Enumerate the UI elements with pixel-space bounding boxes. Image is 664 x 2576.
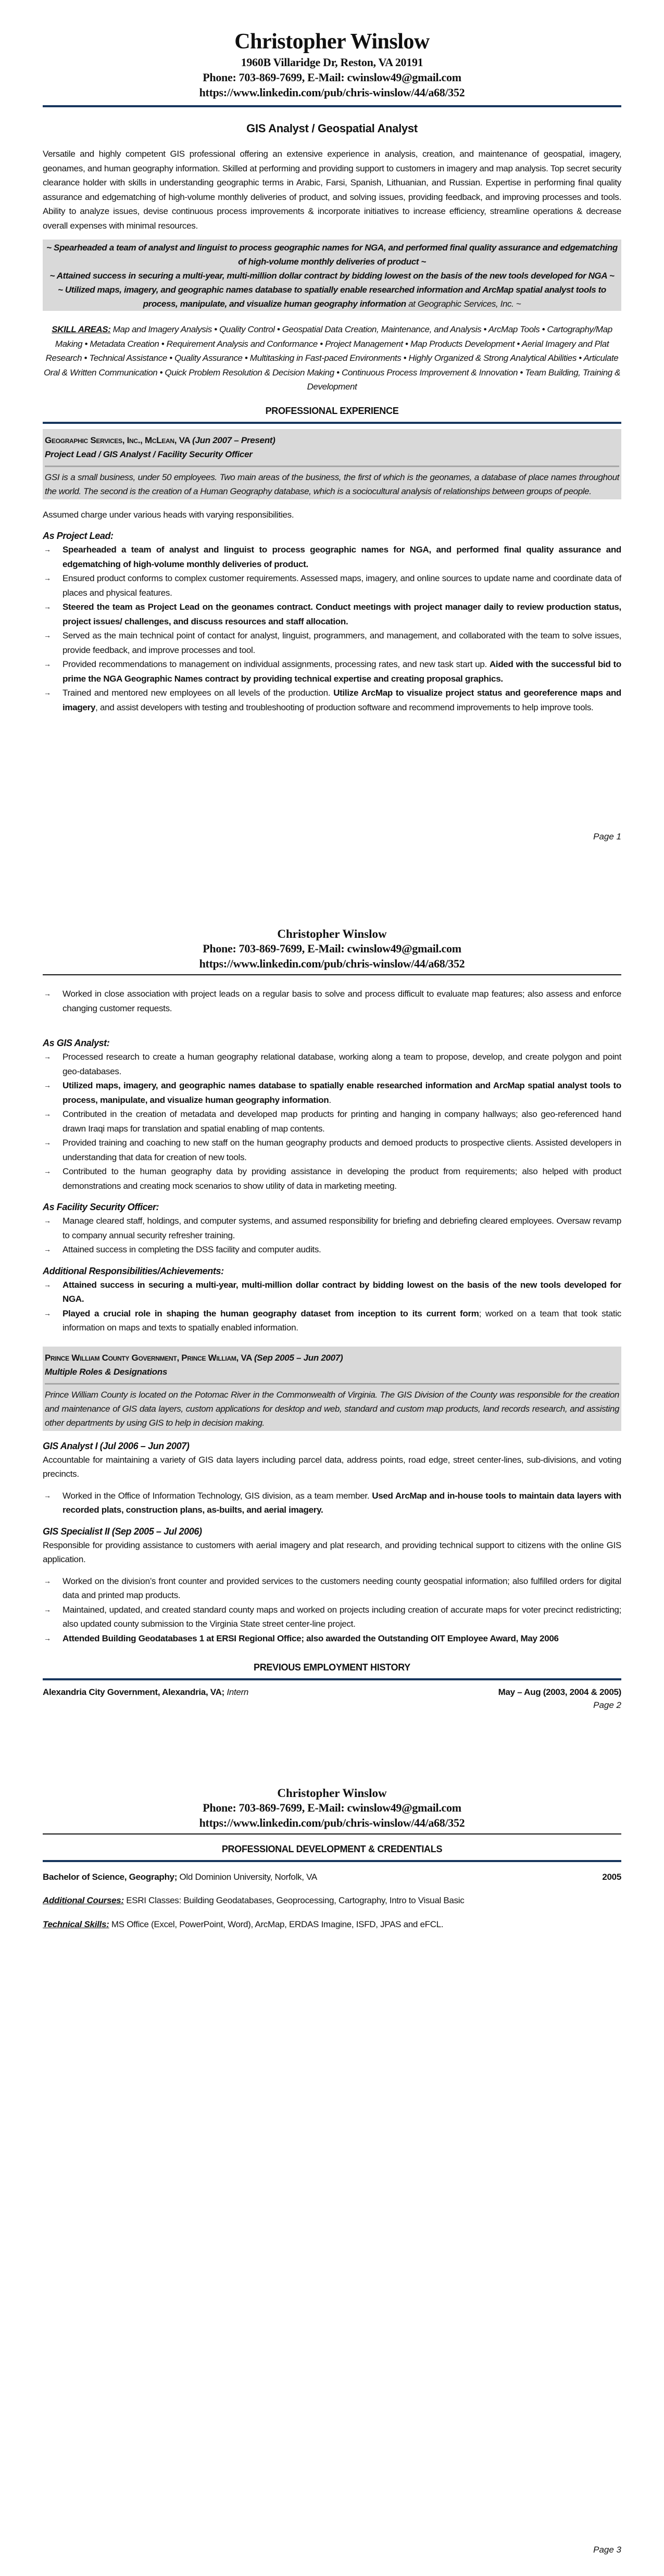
list-item	[43, 1214, 621, 1242]
bullet-bold-text: Attained success in securing a multi-year, multi-million dollar contract by bidding lowest on the basis of the new tools developed for NGA.	[62, 1279, 621, 1304]
arrow-right-icon: →	[44, 688, 51, 697]
section-heading-development: PROFESSIONAL DEVELOPMENT & CREDENTIALS	[221, 1844, 443, 1854]
contact-line: Phone: 703-869-7699, E-Mail: cwinslow49@gmail.com	[203, 71, 461, 84]
gis-analyst-1-description: Accountable for maintaining a variety of GIS data layers including parcel data, address points, road edge, street center-lines, sub-divisions, and voting precincts.	[43, 1454, 621, 1479]
highlights-box	[43, 240, 621, 311]
bullet-text: , and assist developers with testing and troubleshooting of production software and recommend improvements to help improve tools.	[95, 702, 594, 712]
list-item	[43, 1489, 621, 1517]
page-3	[0, 1718, 664, 2576]
gis-analyst-list	[43, 1050, 621, 1193]
section-heading-previous: PREVIOUS EMPLOYMENT HISTORY	[254, 1662, 410, 1673]
list-item	[43, 1278, 621, 1306]
summary: Versatile and highly competent GIS professional offering an extensive experience in analysis, creation, and maintenance of geospatial, imagery, geonames, and human geography information. Skilled at performing and providing support to customers in imagery and map analysis. Top secret security clearance holder with skills in understanding geographic terms in Arabic, Farsi, Spanish, Lithuanian, and Russian. Expertise in performing final quality assurance and edgematching of high-volume monthly deliveries of product, and solving issues, providing feedback, and improving processes and tools. Ability to analyze issues, devise continuous process improvements & incorporate initiatives to increase efficiency, streamline operations & decrease overall expenses with minimal resources.	[43, 149, 621, 231]
list-item	[43, 1603, 621, 1631]
list-item	[43, 686, 621, 714]
bullet-bold-text: Utilized maps, imagery, and geographic names database to spatially enable researched information and ArcMap spatial analyst tools to process, manipulate, and visualize human geography information	[62, 1080, 621, 1105]
header-divider	[43, 974, 621, 975]
arrow-right-icon: →	[44, 1633, 51, 1642]
company-name: Prince William County Government, Prince William, VA	[45, 1352, 252, 1363]
bullet-bold-text: Spearheaded a team of analyst and linguist to process geographic names for NGA, and performed final quality assurance and edgematching of high-volume monthly deliveries of product.	[62, 545, 621, 569]
list-item	[43, 571, 621, 600]
previous-dates: May – Aug (2003, 2004 & 2005)	[498, 1687, 621, 1697]
bullet-text: Provided recommendations to management on individual assignments, processing rates, and new task start up.	[62, 659, 490, 669]
contact-line: Phone: 703-869-7699, E-Mail: cwinslow49@gmail.com	[203, 1801, 461, 1814]
arrow-right-icon: →	[44, 1605, 51, 1614]
arrow-right-icon: →	[44, 989, 51, 998]
arrow-right-icon: →	[44, 1110, 51, 1118]
bullet-text: Maintained, updated, and created standard county maps and worked on projects including creation of accurate maps for voter precinct redistricting; also updated county submission to the Virginia State street center-line project.	[62, 1604, 621, 1629]
highlight-3-rest: at Geographic Services, Inc. ~	[406, 299, 521, 309]
subheading-gis-analyst-1: GIS Analyst I (Jul 2006 – Jun 2007)	[43, 1440, 190, 1451]
list-item	[43, 543, 621, 571]
job-title: GIS Analyst / Geospatial Analyst	[246, 122, 418, 135]
header-divider	[43, 1833, 621, 1834]
section-heading-experience: PROFESSIONAL EXPERIENCE	[265, 405, 399, 416]
list-item	[43, 1078, 621, 1107]
header-divider	[43, 105, 621, 107]
degree	[43, 1870, 317, 1884]
bullet-text: Attained success in completing the DSS facility and computer audits.	[62, 1245, 321, 1254]
arrow-right-icon: →	[44, 602, 51, 611]
previous-employer-name: Alexandria City Government, Alexandria, VA;	[43, 1687, 224, 1697]
additional-list	[43, 1278, 621, 1335]
highlight-2: ~ Attained success in securing a multi-year, multi-million dollar contract by bidding lowest on the basis of the new tools developed for NGA ~	[49, 271, 615, 281]
bullet-text: Provided training and coaching to new staff on the human geography products and demoed products to prospective clients. Assisted developers in understanding that data for creation of new tools.	[62, 1138, 621, 1162]
employer-name	[45, 1351, 619, 1365]
company-description: GSI is a small business, under 50 employees. Two main areas of the business, the first of which is the geonames, a database of place names throughout the world. The second is the creation of a Human Geography database, which is a sociocultural analysis of relationships between groups of people.	[45, 472, 619, 496]
additional-courses-text: ESRI Classes: Building Geodatabases, Geoprocessing, Cartography, Intro to Visual Basic	[123, 1895, 465, 1905]
list-item	[43, 1631, 621, 1646]
list-item	[43, 629, 621, 657]
bullet-bold-text: Aided with the successful bid to prime the NGA Geographic Names contract by providing technical expertise and creating proposal graphics.	[62, 659, 621, 684]
arrow-right-icon: →	[44, 574, 51, 582]
page-2	[0, 859, 664, 1718]
technical-skills	[43, 1917, 621, 1932]
previous-employer	[43, 1686, 248, 1699]
arrow-right-icon: →	[44, 1576, 51, 1585]
list-item	[43, 987, 621, 1015]
arrow-right-icon: →	[44, 1280, 51, 1289]
highlight-3-bold: ~ Utilized maps, imagery, and geographic names database to spatially enable researched information and ArcMap spatial analyst tools to process, manipulate, and visualize human geography information	[58, 285, 606, 309]
skill-areas	[43, 322, 621, 394]
company-description: Prince William County is located on the Potomac River in the Commonwealth of Virginia. The GIS Division of the County was responsible for the creation and maintenance of GIS data layers, custom applications for desktop and web, standard and custom map products, land records research, and assisting other departments by using GIS to help in decision making.	[45, 1389, 619, 1428]
bullet-text: Manage cleared staff, holdings, and computer systems, and assumed responsibility for briefing and debriefing cleared employees. Oversaw revamp to company annual security refresher training.	[62, 1216, 621, 1240]
arrow-right-icon: →	[44, 1138, 51, 1147]
linkedin-link[interactable]: https://www.linkedin.com/pub/chris-winslow/44/a68/352	[199, 86, 465, 99]
arrow-right-icon: →	[44, 1081, 51, 1089]
bullet-text: .	[329, 1095, 331, 1105]
degree-name: Bachelor of Science, Geography;	[43, 1872, 178, 1882]
education-row	[43, 1870, 621, 1884]
list-item	[43, 1574, 621, 1603]
contact-line: Phone: 703-869-7699, E-Mail: cwinslow49@gmail.com	[203, 942, 461, 955]
arrow-right-icon: →	[44, 1052, 51, 1061]
arrow-right-icon: →	[44, 1309, 51, 1317]
list-item	[43, 1242, 621, 1257]
subheading-additional: Additional Responsibilities/Achievements:	[43, 1265, 224, 1276]
bullet-text: Contributed to the human geography data by providing assistance in developing the product from requirements; also helped with product demonstrations and creating mock scenarios to show utility of data in marketing meeting.	[62, 1166, 621, 1191]
bullet-text: Trained and mentored new employees on all levels of the production.	[62, 688, 334, 698]
page-1	[0, 0, 664, 859]
job-role: Project Lead / GIS Analyst / Facility Security Officer	[45, 449, 253, 459]
section-divider	[43, 422, 621, 424]
employer-block-pwc	[43, 1347, 621, 1431]
page-number: Page 3	[593, 2545, 621, 2555]
bullet-text: Worked in the Office of Information Technology, GIS division, as a team member.	[62, 1490, 372, 1501]
address: 1960B Villaridge Dr, Reston, VA 20191	[241, 56, 423, 69]
gis-analyst-1-list	[43, 1489, 621, 1517]
bullet-bold-text: Steered the team as Project Lead on the geonames contract. Conduct meetings with project manager daily to review production status, project issues/ challenges, and discuss resources and staff allocation.	[62, 602, 621, 626]
project-lead-list	[43, 543, 621, 714]
highlight-1: ~ Spearheaded a team of analyst and linguist to process geographic names for NGA, and performed final quality assurance and edgematching of high-volume monthly deliveries of product ~	[46, 243, 618, 267]
company-name: Geographic Services, Inc., McLean, VA	[45, 435, 190, 445]
highlight-3	[45, 283, 619, 311]
list-item	[43, 1136, 621, 1164]
subheading-gis-analyst: As GIS Analyst:	[43, 1038, 110, 1048]
list-item	[43, 1306, 621, 1335]
employer-name	[45, 433, 619, 447]
bullet-bold-text: Attended Building Geodatabases 1 at ERSI Regional Office; also awarded the Outstanding OIT Employee Award, May 2006	[62, 1633, 559, 1643]
technical-skills-label: Technical Skills:	[43, 1919, 109, 1929]
arrow-right-icon: →	[44, 545, 51, 554]
list-item	[43, 657, 621, 686]
employer-block-gsi	[43, 429, 621, 499]
previous-role: Intern	[224, 1687, 249, 1697]
graduation-year: 2005	[602, 1872, 621, 1882]
candidate-name: Christopher Winslow	[277, 1787, 387, 1800]
job-role: Multiple Roles & Designations	[45, 1366, 167, 1377]
bullet-text: Ensured product conforms to complex customer requirements. Assessed maps, imagery, and online sources to update name and coordinate data of places and physical features.	[62, 573, 621, 598]
section-divider	[43, 1678, 621, 1680]
subheading-project-lead: As Project Lead:	[43, 531, 114, 541]
additional-courses-label: Additional Courses:	[43, 1895, 124, 1905]
page-number: Page 2	[593, 1700, 621, 1710]
technical-skills-text: MS Office (Excel, PowerPoint, Word), ArcMap, ERDAS Imagine, ISFD, JPAS and eFCL.	[109, 1919, 444, 1929]
arrow-right-icon: →	[44, 1216, 51, 1225]
candidate-name: Christopher Winslow	[234, 30, 430, 54]
bullet-bold-text: Used ArcMap and in-house tools to maintain data layers with recorded plats, construction plans, as-builts, and aerial imagery.	[62, 1490, 621, 1515]
list-item	[43, 600, 621, 629]
arrow-right-icon: →	[44, 631, 51, 639]
bullet-text: Contributed in the creation of metadata and developed map products for printing and hanging in company hallways; also geo-referenced hand drawn Iraqi maps for translation and spatial enabling of map contents.	[62, 1109, 621, 1134]
list-item	[43, 1050, 621, 1078]
fso-list	[43, 1214, 621, 1257]
bullet-bold-text: Played a crucial role in shaping the human geography dataset from inception to its current form	[62, 1308, 479, 1318]
bullet-text: ; worked on a team that took static information on maps and texts to spatially enabled information.	[62, 1308, 621, 1333]
candidate-name: Christopher Winslow	[277, 927, 387, 940]
employment-dates: (Sep 2005 – Jun 2007)	[254, 1352, 343, 1363]
arrow-right-icon: →	[44, 660, 51, 668]
bullet-text: Worked on the division’s front counter and provided services to the customers needing county geospatial information; also fulfilled orders for digital data and printed map products.	[62, 1576, 621, 1600]
additional-courses	[43, 1893, 621, 1908]
gsi-intro: Assumed charge under various heads with varying responsibilities.	[43, 509, 294, 520]
linkedin-link[interactable]: https://www.linkedin.com/pub/chris-winslow/44/a68/352	[199, 957, 465, 970]
school-name: Old Dominion University, Norfolk, VA	[177, 1872, 317, 1882]
list-item	[43, 1107, 621, 1136]
gis-specialist-2-list	[43, 1574, 621, 1646]
section-divider	[43, 1860, 621, 1862]
skill-areas-text: Map and Imagery Analysis • Quality Control • Geospatial Data Creation, Maintenance, and Analysis • ArcMap Tools • Cartography/Map Making • Metadata Creation • Requirement Analysis and Conformance • Project Management • Map Products Development • Aerial Imagery and Plat Research • Technical Assistance • Quality Assurance • Multitasking in Fast-paced Environments • Highly Organized & Strong Analytical Abilities • Articulate Oral & Written Communication • Quick Problem Resolution & Decision Making • Continuous Process Improvement & Innovation • Team Building, Training & Development	[43, 324, 621, 392]
gis-specialist-2-description: Responsible for providing assistance to customers with aerial imagery and plat research, and providing technical support to citizens with the online GIS application.	[43, 1540, 621, 1564]
bullet-bold-text: Utilize ArcMap to visualize project status and georeference maps and imagery	[62, 688, 621, 712]
linkedin-link[interactable]: https://www.linkedin.com/pub/chris-winslow/44/a68/352	[199, 1816, 465, 1829]
previous-employment-row	[43, 1686, 621, 1699]
employment-dates: (Jun 2007 – Present)	[192, 435, 275, 445]
bullet-text: Worked in close association with project leads on a regular basis to solve and process difficult to evaluate map features; also assess and enforce changing customer requests.	[62, 989, 621, 1013]
arrow-right-icon: →	[44, 1167, 51, 1175]
project-lead-list-continued	[43, 987, 621, 1015]
bullet-text: Served as the main technical point of contact for analyst, linguist, programmers, and management, and collaborated with the team to solve issues, provide feedback, and improve processes and tool.	[62, 631, 621, 655]
page-number: Page 1	[593, 832, 621, 841]
bullet-text: Processed research to create a human geography relational database, working along a team to propose, develop, and create polygon and point geo-databases.	[62, 1052, 621, 1076]
subheading-gis-specialist-2: GIS Specialist II (Sep 2005 – Jul 2006)	[43, 1526, 202, 1537]
arrow-right-icon: →	[44, 1245, 51, 1253]
arrow-right-icon: →	[44, 1491, 51, 1500]
skill-areas-label: SKILL AREAS:	[52, 324, 111, 334]
list-item	[43, 1164, 621, 1193]
subheading-fso: As Facility Security Officer:	[43, 1202, 159, 1212]
